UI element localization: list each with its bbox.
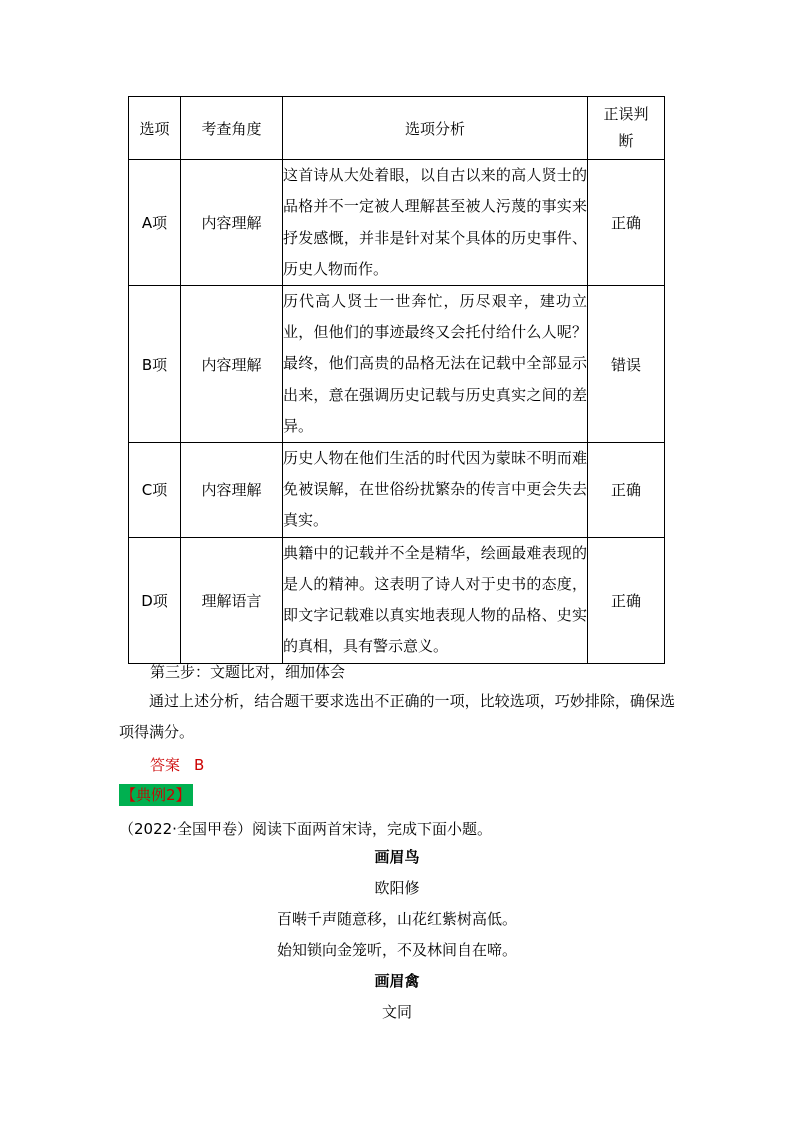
header-judgment-line2: 断 [618,132,634,150]
row-analysis: 典籍中的记载并不全是精华，绘画最难表现的是人的精神。这表明了诗人对于史书的态度，即文字记载难以真实地表现人物的品格、史实的真相，具有警示意义。 [283,537,588,663]
poem-line: 百啭千声随意移，山花红紫树高低。 [276,910,517,928]
row-analysis: 这首诗从大处着眼，以自古以来的高人贤士的品格并不一定被人理解甚至被人污蔑的事实来抒发感慨，并非是针对某个具体的历史事件、历史人物而作。 [283,160,588,286]
header-option: 选项 [129,97,181,160]
question-source: （2022·全国甲卷）阅读下面两首宋诗，完成下面小题。 [119,820,492,838]
table-row [129,443,665,538]
row-angle: 理解语言 [181,537,283,663]
row-angle: 内容理解 [181,286,283,443]
row-angle: 内容理解 [181,160,283,286]
row-judgment: 正确 [588,443,665,538]
poem-line: 始知锁向金笼听，不及林间自在啼。 [276,941,517,959]
poem-author: 文同 [381,1003,412,1021]
summary-paragraph: 通过上述分析，结合题干要求选出不正确的一项，比较选项，巧妙排除，确保选项得满分。 [119,692,675,741]
poem-author: 欧阳修 [374,879,420,897]
row-option: C项 [129,443,181,538]
header-judgment-line1: 正误判 [603,105,649,123]
row-judgment: 正确 [588,160,665,286]
answer-value: B [194,756,205,774]
row-option: A项 [129,160,181,286]
answer-line [150,750,204,781]
table-row [129,160,665,286]
row-judgment: 正确 [588,537,665,663]
poem-title: 画眉鸟 [374,848,420,866]
row-judgment: 错误 [588,286,665,443]
table-row [129,286,665,443]
row-option: D项 [129,537,181,663]
step-heading: 第三步：文题比对，细加体会 [150,663,346,681]
row-angle: 内容理解 [181,443,283,538]
row-analysis: 历史人物在他们生活的时代因为蒙昧不明而难免被误解，在世俗纷扰繁杂的传言中更会失去真实。 [283,443,588,538]
answer-label: 答案 [150,756,181,774]
table-row [129,537,665,663]
row-option: B项 [129,286,181,443]
table-header-row [129,97,665,160]
example-tag: 【典例2】 [121,786,191,804]
option-analysis-table [128,96,665,664]
poem-title: 画眉禽 [374,972,420,990]
header-analysis: 选项分析 [283,97,588,160]
row-analysis: 历代高人贤士一世奔忙，历尽艰辛，建功立业，但他们的事迹最终又会托付给什么人呢？最终，他们高贵的品格无法在记载中全部显示出来，意在强调历史记载与历史真实之间的差异。 [283,286,588,443]
header-angle: 考查角度 [181,97,283,160]
header-judgment [588,97,665,160]
